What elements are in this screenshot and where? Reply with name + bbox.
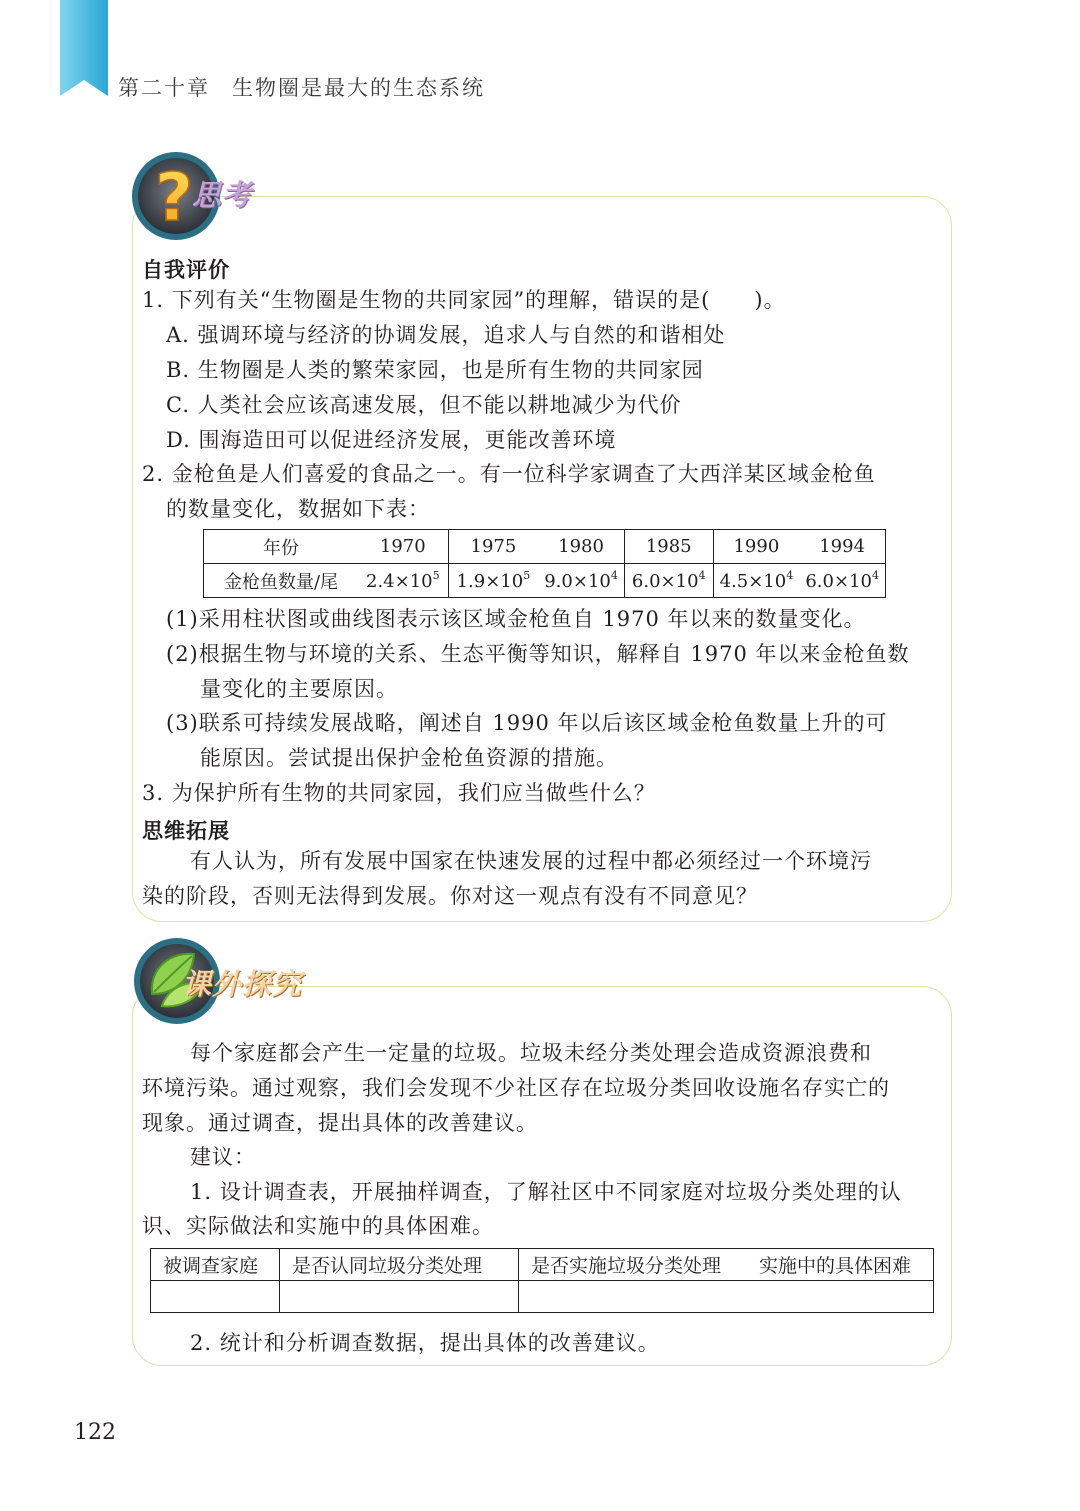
- extension-line-2: 染的阶段，否则无法得到发展。你对这一观点有没有不同意见？: [142, 884, 758, 908]
- question-2-part-3-line-2: 能原因。尝试提出保护金枪鱼资源的措施。: [200, 746, 618, 770]
- table-cell: $9.0\times 10^4$: [544, 569, 618, 592]
- tuna-data-table: [203, 529, 886, 598]
- extension-line-1: 有人认为，所有发展中国家在快速发展的过程中都必须经过一个环境污: [190, 849, 872, 873]
- question-2-part-1: (1)采用柱状图或曲线图表示该区域金枪鱼自 1970 年以来的数量变化。: [166, 607, 866, 631]
- table-cell: $1.9\times 10^5$: [448, 564, 538, 598]
- table-cell: 1975: [448, 530, 538, 564]
- explore-paragraph-line-1: 每个家庭都会产生一定量的垃圾。垃圾未经分类处理会造成资源浪费和: [190, 1041, 872, 1065]
- table-row-label: 年份: [204, 530, 359, 564]
- option-c: C. 人类社会应该高速发展，但不能以耕地减少为代价: [166, 393, 682, 417]
- table-cell: 1980: [538, 530, 624, 564]
- explore-title: 课外探究: [182, 967, 303, 1001]
- table-row: [204, 530, 886, 564]
- question-3: 3. 为保护所有生物的共同家园，我们应当做些什么？: [142, 781, 656, 805]
- table-header-cell: 是否认同垃圾分类处理: [280, 1249, 519, 1281]
- table-header-cell: 是否实施垃圾分类处理: [519, 1249, 748, 1281]
- suggestion-1-line-2: 识、实际做法和实施中的具体困难。: [142, 1214, 494, 1238]
- explore-paragraph-line-3: 现象。通过调查，提出具体的改善建议。: [142, 1111, 538, 1135]
- think-title: 思考: [192, 178, 253, 212]
- page-number: 122: [74, 1420, 116, 1445]
- option-b: B. 生物圈是人类的繁荣家园，也是所有生物的共同家园: [166, 358, 704, 382]
- thinking-extension-heading: 思维拓展: [142, 819, 230, 843]
- table-header-cell: 被调查家庭: [151, 1249, 280, 1281]
- table-cell: $6.0\times 10^4$: [805, 569, 879, 592]
- option-d: D. 围海造田可以促进经济发展，更能改善环境: [166, 428, 617, 452]
- question-2-line-2: 的数量变化，数据如下表：: [166, 497, 430, 521]
- question-1: 1. 下列有关“生物圈是生物的共同家园”的理解，错误的是( )。: [142, 288, 786, 312]
- suggestion-label: 建议：: [190, 1145, 256, 1169]
- table-cell: [519, 1281, 934, 1313]
- question-2-part-2-line-1: (2)根据生物与环境的关系、生态平衡等知识，解释自 1970 年以来金枪鱼数: [166, 642, 910, 666]
- table-cell: [151, 1281, 280, 1313]
- table-row: [204, 564, 886, 598]
- question-2-part-2-line-2: 量变化的主要原因。: [200, 677, 398, 701]
- table-header-cell: 实施中的具体困难: [747, 1249, 934, 1281]
- table-cell: $2.4\times 10^5$: [366, 569, 440, 592]
- chapter-number: 第二十章: [118, 76, 210, 100]
- self-evaluation-heading: 自我评价: [142, 258, 230, 282]
- suggestion-2: 2. 统计和分析调查数据，提出具体的改善建议。: [190, 1331, 660, 1355]
- chapter-title: 生物圈是最大的生态系统: [232, 76, 485, 100]
- table-cell: 1970: [358, 530, 448, 564]
- svg-text:?: ?: [154, 159, 194, 236]
- table-cell: 1985: [624, 530, 713, 564]
- explore-paragraph-line-2: 环境污染。通过观察，我们会发现不少社区存在垃圾分类回收设施名存实亡的: [142, 1076, 890, 1100]
- question-2-part-3-line-1: (3)联系可持续发展战略，阐述自 1990 年以后该区域金枪鱼数量上升的可: [166, 711, 888, 735]
- suggestion-1-line-1: 1. 设计调查表，开展抽样调查，了解社区中不同家庭对垃圾分类处理的认: [190, 1180, 902, 1204]
- table-row: [151, 1281, 934, 1313]
- chapter-bookmark-tab: [60, 0, 108, 96]
- table-cell: $4.5\times 10^4$: [713, 564, 799, 598]
- table-cell: [280, 1281, 519, 1313]
- chapter-header: [118, 72, 485, 102]
- table-row-label: 金枪鱼数量/尾: [223, 571, 339, 593]
- question-2-line-1: 2. 金枪鱼是人们喜爱的食品之一。有一位科学家调查了大西洋某区域金枪鱼: [142, 462, 876, 486]
- table-cell: 1990: [713, 530, 799, 564]
- table-header-row: [151, 1249, 934, 1281]
- table-cell: $6.0\times 10^4$: [624, 564, 713, 598]
- survey-table: [150, 1248, 934, 1313]
- option-a: A. 强调环境与经济的协调发展，追求人与自然的和谐相处: [166, 323, 726, 347]
- table-cell: 1994: [799, 530, 885, 564]
